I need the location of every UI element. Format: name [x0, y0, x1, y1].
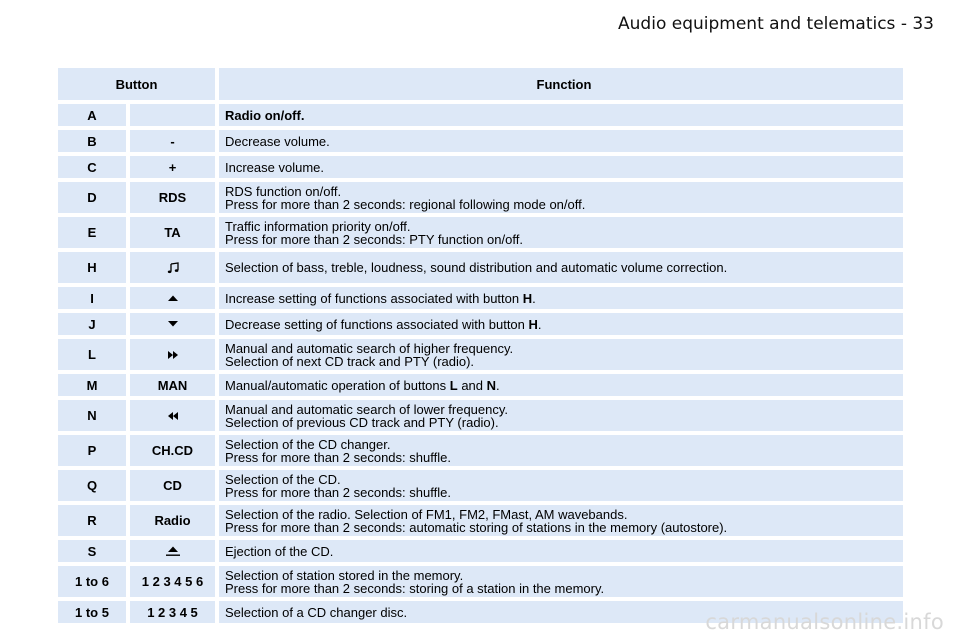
function-line: Selection of the CD. — [225, 471, 341, 487]
button-key: H — [58, 252, 126, 283]
function-description — [219, 435, 903, 466]
function-description — [219, 400, 903, 431]
button-label: RDS — [130, 182, 215, 213]
watermark: carmanualsonline.info — [705, 610, 944, 634]
function-description — [219, 252, 903, 283]
function-line: Increase volume. — [225, 159, 324, 175]
function-line: Traffic information priority on/off. — [225, 218, 411, 234]
function-line: Increase setting of functions associated with button H. — [225, 290, 536, 306]
button-label — [130, 104, 215, 126]
button-key: D — [58, 182, 126, 213]
table-row — [58, 104, 903, 126]
table-row — [58, 130, 903, 152]
button-key: I — [58, 287, 126, 309]
button-key: P — [58, 435, 126, 466]
fast-forward-icon — [167, 350, 179, 360]
music-note-icon — [167, 262, 179, 274]
function-line: Press for more than 2 seconds: automatic storing of stations in the memory (autostore). — [225, 519, 728, 535]
button-key: M — [58, 374, 126, 396]
function-line: Selection of the CD changer. — [225, 436, 391, 452]
function-description — [219, 505, 903, 536]
function-line: Radio on/off. — [225, 107, 305, 123]
button-key: B — [58, 130, 126, 152]
function-line: Selection of station stored in the memory. — [225, 567, 464, 583]
eject-icon — [165, 545, 181, 557]
table-row — [58, 374, 903, 396]
function-description — [219, 470, 903, 501]
function-description — [219, 287, 903, 309]
button-key: 1 to 5 — [58, 601, 126, 623]
button-key: A — [58, 104, 126, 126]
function-line: Manual/automatic operation of buttons L and N. — [225, 377, 500, 393]
function-line: Press for more than 2 seconds: shuffle. — [225, 484, 451, 500]
button-symbol — [130, 287, 215, 309]
button-symbol — [130, 339, 215, 370]
function-line: RDS function on/off. — [225, 183, 342, 199]
function-line: Press for more than 2 seconds: storing of a station in the memory. — [225, 580, 605, 596]
function-line: Selection of a CD changer disc. — [225, 604, 408, 620]
function-description — [219, 566, 903, 597]
table-row — [58, 470, 903, 501]
button-function-table — [58, 68, 903, 627]
function-description — [219, 540, 903, 562]
function-description — [219, 182, 903, 213]
button-label: + — [130, 156, 215, 178]
button-key: N — [58, 400, 126, 431]
function-line: Selection of previous CD track and PTY (radio). — [225, 414, 499, 430]
function-line: Press for more than 2 seconds: regional following mode on/off. — [225, 196, 586, 212]
button-symbol — [130, 252, 215, 283]
button-symbol — [130, 313, 215, 335]
table-row — [58, 400, 903, 431]
button-label: CH.CD — [130, 435, 215, 466]
header-button: Button — [58, 68, 215, 100]
function-line: Selection of bass, treble, loudness, sound distribution and automatic volume correction. — [225, 260, 728, 275]
button-key: 1 to 6 — [58, 566, 126, 597]
table-row — [58, 505, 903, 536]
function-line: Press for more than 2 seconds: PTY function on/off. — [225, 231, 523, 247]
function-description — [219, 130, 903, 152]
button-key: R — [58, 505, 126, 536]
function-line: Selection of next CD track and PTY (radio). — [225, 353, 475, 369]
table-row — [58, 435, 903, 466]
arrow-down-icon — [167, 320, 179, 328]
function-line: Manual and automatic search of lower frequency. — [225, 401, 509, 417]
button-symbol — [130, 540, 215, 562]
function-line: Decrease setting of functions associated with button H. — [225, 316, 542, 332]
function-line: Manual and automatic search of higher frequency. — [225, 340, 514, 356]
function-line: Press for more than 2 seconds: shuffle. — [225, 449, 451, 465]
function-description — [219, 374, 903, 396]
function-description — [219, 217, 903, 248]
table-row — [58, 217, 903, 248]
button-key: S — [58, 540, 126, 562]
function-description — [219, 339, 903, 370]
button-label: 1 2 3 4 5 6 — [130, 566, 215, 597]
button-label: TA — [130, 217, 215, 248]
button-key: J — [58, 313, 126, 335]
function-description — [219, 104, 903, 126]
table-row — [58, 252, 903, 283]
button-label: - — [130, 130, 215, 152]
page-header-title: Audio equipment and telematics - 33 — [618, 14, 934, 34]
rewind-icon — [167, 411, 179, 421]
button-label: MAN — [130, 374, 215, 396]
table-row — [58, 313, 903, 335]
button-label: 1 2 3 4 5 — [130, 601, 215, 623]
header-function: Function — [219, 68, 903, 100]
table-row — [58, 339, 903, 370]
button-symbol — [130, 400, 215, 431]
button-label: Radio — [130, 505, 215, 536]
arrow-up-icon — [167, 294, 179, 302]
button-key: E — [58, 217, 126, 248]
table-row — [58, 287, 903, 309]
table-row — [58, 156, 903, 178]
table-row — [58, 540, 903, 562]
function-line: Selection of the radio. Selection of FM1, FM2, FMast, AM wavebands. — [225, 506, 628, 522]
function-description — [219, 156, 903, 178]
function-description — [219, 313, 903, 335]
button-key: C — [58, 156, 126, 178]
button-key: L — [58, 339, 126, 370]
function-line: Ejection of the CD. — [225, 543, 334, 559]
button-label: CD — [130, 470, 215, 501]
function-line: Decrease volume. — [225, 133, 330, 149]
table-row — [58, 182, 903, 213]
button-key: Q — [58, 470, 126, 501]
table-header-row — [58, 68, 903, 100]
table-row — [58, 566, 903, 597]
